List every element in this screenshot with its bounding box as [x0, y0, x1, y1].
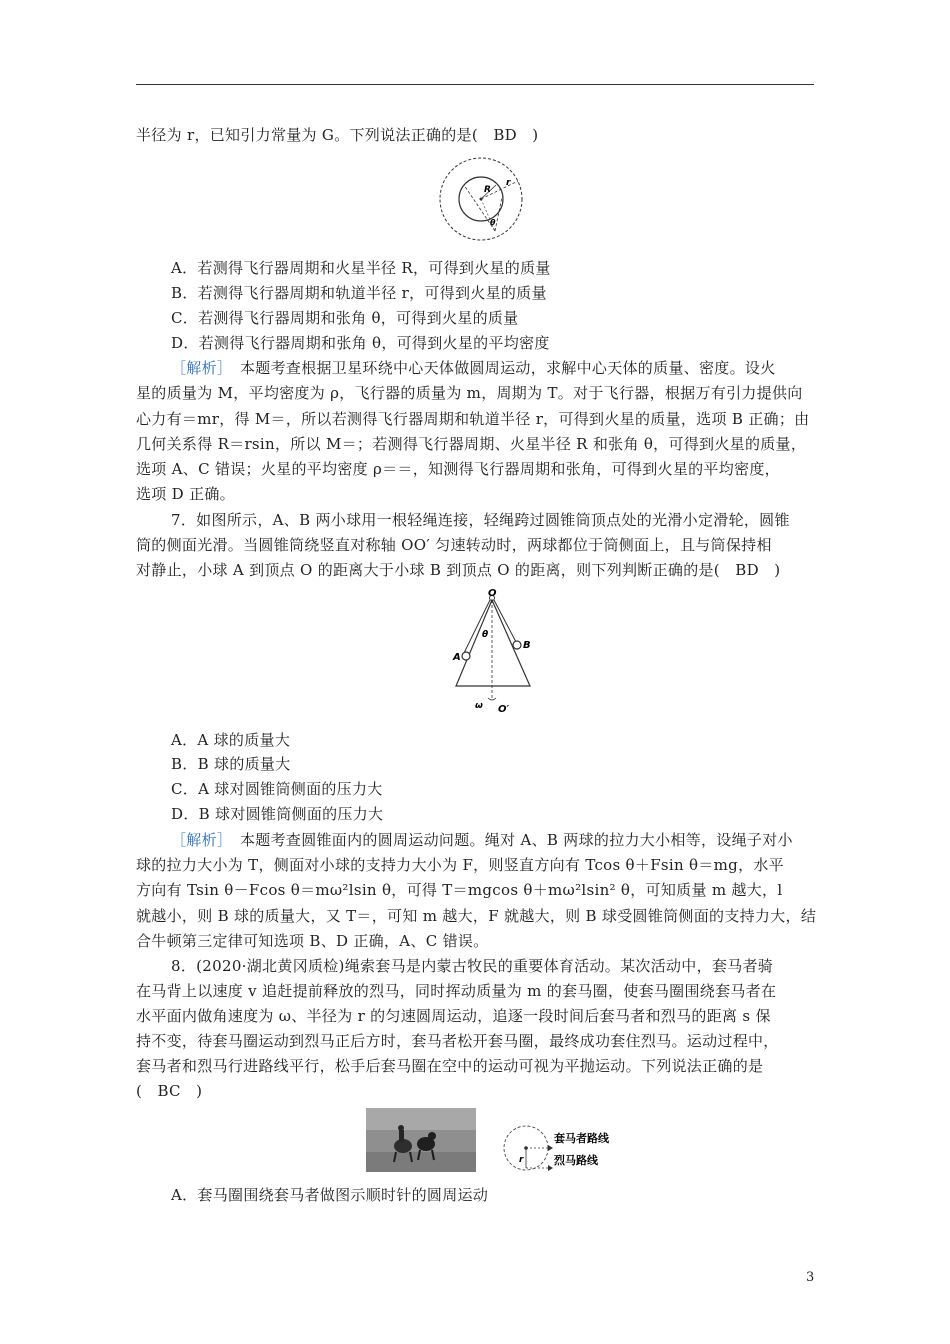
q6-analysis-line-6: 选项 D 正确。 [136, 485, 235, 503]
q6-analysis-line-2: 星的质量为 M，平均密度为 ρ，飞行器的质量为 m，周期为 T。对于飞行器，根据万有引力提供向 [136, 384, 803, 402]
fig2-label-O: O [488, 588, 497, 599]
q7-option-b: B．B 球的质量大 [171, 755, 291, 773]
q7-analysis-line-4: 就越小，则 B 球的质量大，又 T＝，可知 m 越大，F 就越大，则 B 球受圆锥筒侧面的支持力大，结 [136, 907, 817, 925]
fig1-label-r: r [506, 178, 511, 188]
q8-option-a: A．套马圈围绕套马者做图示顺时针的圆周运动 [171, 1186, 489, 1204]
q6-analysis-line-3: 心力有＝mr，得 M＝，所以若测得飞行器周期和轨道半径 r，可得到火星的质量，选项 B 正确；由 [136, 410, 810, 428]
q7-analysis-line-5: 合牛顿第三定律可知选项 B、D 正确，A、C 错误。 [136, 932, 489, 950]
q7-option-d: D．B 球对圆锥筒侧面的压力大 [171, 805, 384, 823]
fig3-label-r: r [519, 1155, 524, 1165]
q8-line-3: 水平面内做角速度为 ω、半径为 r 的匀速圆周运动，追逐一段时间后套马者和烈马的距离 s 保 [136, 1007, 771, 1025]
q7-line-2: 筒的侧面光滑。当圆锥筒绕竖直对称轴 OO′ 匀速转动时，两球都位于筒侧面上，且与筒保持相 [136, 536, 772, 554]
fig1-label-R: R [484, 185, 491, 195]
q8-line-2: 在马背上以速度 v 追赶提前释放的烈马，同时挥动质量为 m 的套马圈，使套马圈围绕套马者在 [136, 982, 777, 1000]
fig2-label-theta: θ [482, 630, 489, 640]
cone-figure [444, 588, 540, 716]
q6-analysis-line-1: ［解析］ 本题考查根据卫星环绕中心天体做圆周运动，求解中心天体的质量、密度。设火 [171, 359, 776, 377]
q7-analysis-tag: ［解析］ [171, 831, 225, 849]
fig2-label-omega: ω [475, 701, 483, 711]
q6-option-d: D．若测得飞行器周期和张角 θ，可得到火星的平均密度 [171, 334, 550, 352]
q8-line-5: 套马者和烈马行进路线平行，松手后套马圈在空中的运动可视为平抛运动。下列说法正确的是 [136, 1057, 764, 1075]
q7-analysis-line-1: ［解析］ 本题考查圆锥面内的圆周运动问题。绳对 A、B 两球的拉力大小相等，设绳子对小 [171, 831, 793, 849]
fig3-label-horse-path: 烈马路线 [554, 1154, 598, 1167]
fig2-label-B: B [523, 640, 531, 651]
q6-tail: 半径为 r，已知引力常量为 G。下列说法正确的是( BD ) [136, 126, 539, 144]
fig1-label-theta: θ [490, 218, 496, 227]
q7-analysis-line-3: 方向有 Tsin θ－Fcos θ＝mω²lsin θ，可得 T＝mgcos θ＋mω²lsin² θ，可知质量 m 越大，l [136, 881, 783, 899]
header-rule [136, 84, 814, 85]
q6-option-b: B．若测得飞行器周期和轨道半径 r，可得到火星的质量 [171, 284, 547, 302]
q6-analysis-line-4: 几何关系得 R＝rsin，所以 M＝；若测得飞行器周期、火星半径 R 和张角 θ，可得到火星的质量， [136, 435, 807, 453]
q7-line-3: 对静止，小球 A 到顶点 O 的距离大于小球 B 到顶点 O 的距离，则下列判断正确的是( BD ) [136, 561, 781, 579]
mars-orbit-figure [418, 157, 544, 241]
q8-line-4: 持不变，待套马圈运动到烈马正后方时，套马者松开套马圈，最终成功套住烈马。运动过程中， [136, 1032, 779, 1050]
fig2-label-A: A [453, 652, 461, 663]
lasso-path-diagram [498, 1118, 630, 1174]
q6-analysis-tag: ［解析］ [171, 359, 225, 377]
fig3-label-rider-path: 套马者路线 [554, 1132, 609, 1145]
q8-line-1: 8．(2020·湖北黄冈质检)绳索套马是内蒙古牧民的重要体育活动。某次活动中，套马者骑 [171, 957, 774, 975]
q7-option-c: C．A 球对圆锥筒侧面的压力大 [171, 780, 383, 798]
q6-analysis-line-5: 选项 A、C 错误；火星的平均密度 ρ＝＝，知测得飞行器周期和张角，可得到火星的平均密度， [136, 460, 780, 478]
q6-option-a: A．若测得飞行器周期和火星半径 R，可得到火星的质量 [171, 259, 551, 277]
horse-lasso-photo [366, 1108, 476, 1172]
page-number: 3 [806, 1270, 815, 1285]
q7-analysis-line-2: 球的拉力大小为 T，侧面对小球的支持力大小为 F，则竖直方向有 Tcos θ＋Fsin θ＝mg，水平 [136, 856, 784, 874]
q6-option-c: C．若测得飞行器周期和张角 θ，可得到火星的质量 [171, 309, 519, 327]
q8-line-6: ( BC ) [136, 1082, 203, 1100]
fig2-label-O-prime: O′ [498, 704, 510, 715]
q7-line-1: 7．如图所示，A、B 两小球用一根轻绳连接，轻绳跨过圆锥筒顶点处的光滑小定滑轮，圆锥 [171, 511, 790, 529]
q7-option-a: A．A 球的质量大 [171, 731, 291, 749]
